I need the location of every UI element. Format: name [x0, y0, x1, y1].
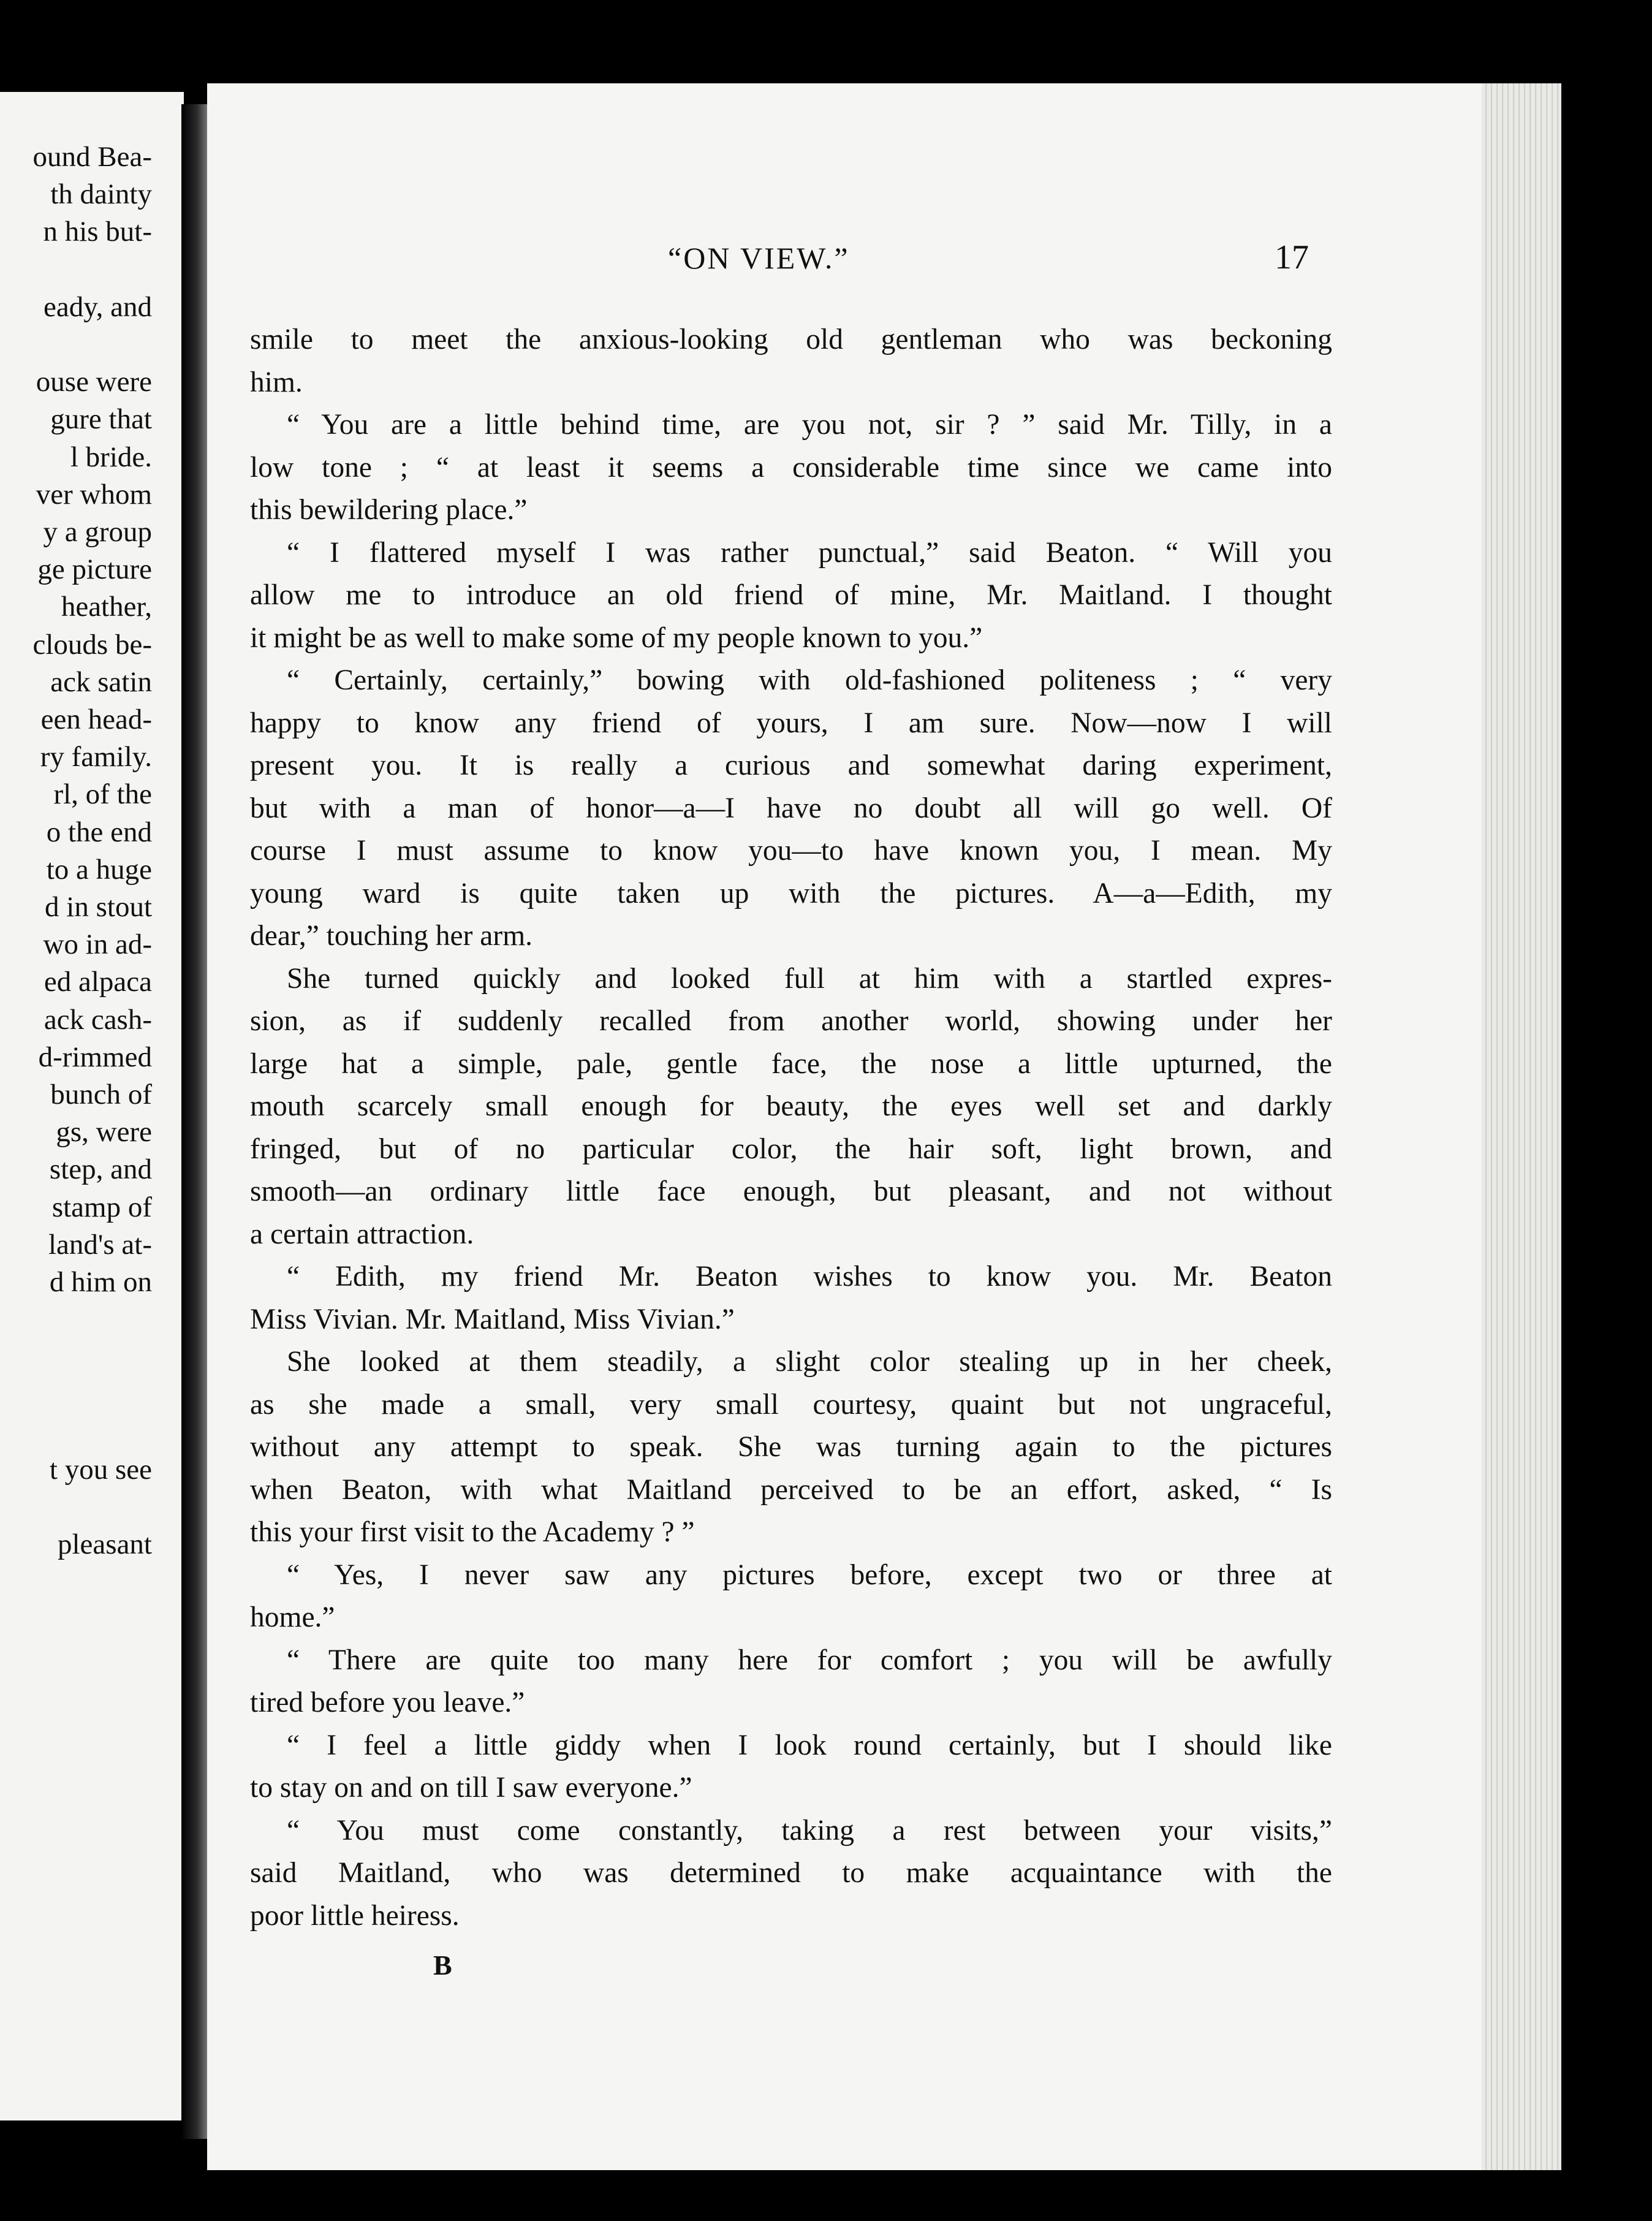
body-line: to stay on and on till I saw everyone.” [250, 1772, 692, 1804]
left-page-line: stamp of [51, 1191, 152, 1223]
body-line: “ You are a little behind time, are you not, sir ? ” said Mr. Tilly, in a [287, 409, 1332, 441]
body-line: him. [250, 366, 303, 398]
left-page-line: heather, [61, 591, 152, 623]
body-line: it might be as well to make some of my people known to you.” [250, 621, 983, 654]
body-line: large hat a simple, pale, gentle face, the nose a little upturned, the [250, 1047, 1332, 1080]
page-edges [1482, 83, 1561, 2170]
left-page-line: step, and [49, 1153, 152, 1186]
body-line: when Beaton, with what Maitland perceived to be an effort, asked, “ Is [250, 1473, 1332, 1506]
left-page-line: wo in ad- [43, 928, 152, 961]
body-line: a certain attraction. [250, 1218, 474, 1250]
body-line: “ Certainly, certainly,” bowing with old-fashioned politeness ; “ very [287, 664, 1332, 696]
body-line: as she made a small, very small courtesy, quaint but not ungraceful, [250, 1388, 1332, 1421]
left-page-line: een head- [40, 704, 152, 735]
left-page-line: ound Bea- [32, 141, 152, 173]
left-page-line: ed alpaca [44, 966, 152, 998]
body-line: sion, as if suddenly recalled from another world, showing under her [250, 1005, 1332, 1037]
body-line: poor little heiress. [250, 1899, 460, 1932]
body-text [250, 319, 1332, 1937]
body-line: mouth scarcely small enough for beauty, the eyes well set and darkly [250, 1090, 1332, 1122]
left-page-line: t you see [49, 1454, 152, 1486]
body-line: but with a man of honor—a—I have no doubt all will go well. Of [250, 792, 1332, 824]
left-page-line: ry family. [40, 741, 152, 773]
body-line: “ Edith, my friend Mr. Beaton wishes to know you. Mr. Beaton [287, 1261, 1332, 1293]
body-line: fringed, but of no particular color, the hair soft, light brown, and [250, 1133, 1332, 1165]
left-page-line: ack satin [50, 666, 152, 698]
left-page-line: rl, of the [53, 778, 152, 811]
left-page-line: to a huge [46, 853, 152, 886]
page-number: 17 [1275, 238, 1309, 276]
body-line: said Maitland, who was determined to make acquaintance with the [250, 1857, 1332, 1889]
body-line: low tone ; “ at least it seems a considerable time since we came into [250, 451, 1332, 484]
signature-mark: B [433, 1950, 452, 1981]
body-line: She looked at them steadily, a slight color stealing up in her cheek, [287, 1346, 1332, 1378]
body-line: smooth—an ordinary little face enough, but pleasant, and not without [250, 1175, 1332, 1207]
left-page-line: l bride. [70, 441, 152, 473]
previous-page-fragment [0, 92, 184, 2120]
left-page-line: clouds be- [32, 628, 152, 661]
left-page-line: d-rimmed [38, 1041, 152, 1073]
body-line: this your first visit to the Academy ? ” [250, 1516, 695, 1548]
left-page-line: o the end [46, 816, 152, 848]
left-page-line: th dainty [50, 178, 152, 211]
body-line: “ Yes, I never saw any pictures before, except two or three at [287, 1558, 1332, 1591]
body-line: “ You must come constantly, taking a rest between your visits,” [287, 1814, 1332, 1847]
body-line: tired before you leave.” [250, 1687, 525, 1718]
left-page-line: land's at- [48, 1228, 152, 1261]
body-line: without any attempt to speak. She was turning again to the pictures [250, 1431, 1332, 1463]
body-line: She turned quickly and looked full at him with a startled expres- [287, 962, 1332, 995]
body-line: smile to meet the anxious-looking old gentleman who was beckoning [250, 324, 1332, 355]
left-page-line: ack cash- [44, 1003, 152, 1036]
left-page-line: d in stout [45, 891, 152, 923]
left-page-line: bunch of [50, 1079, 152, 1110]
body-line: present you. It is really a curious and somewhat daring experiment, [250, 750, 1332, 781]
body-line: dear,” touching her arm. [250, 920, 533, 952]
left-page-line: d him on [49, 1266, 152, 1298]
left-page-line: gs, were [56, 1116, 152, 1148]
running-head: “ON VIEW.” [668, 241, 850, 275]
left-page-line: y a group [43, 516, 152, 548]
body-line: Miss Vivian. Mr. Maitland, Miss Vivian.” [250, 1303, 735, 1335]
body-line: allow me to introduce an old friend of mine, Mr. Maitland. I thought [250, 579, 1332, 611]
left-page-line: gure that [50, 403, 152, 436]
left-page-line: ver whom [36, 478, 152, 511]
left-page-line: n his but- [43, 216, 152, 248]
body-line: happy to know any friend of yours, I am sure. Now—now I will [250, 707, 1332, 739]
body-line: this bewildering place.” [250, 494, 528, 526]
body-line: “ There are quite too many here for comfort ; you will be awfully [287, 1644, 1332, 1676]
body-line: “ I flattered myself I was rather punctual,” said Beaton. “ Will you [287, 536, 1332, 569]
left-page-line: pleasant [58, 1528, 152, 1561]
left-page-line: ge picture [37, 553, 152, 586]
left-page-line: ouse were [36, 366, 152, 398]
body-line: course I must assume to know you—to have known you, I mean. My [250, 835, 1332, 867]
body-line: home.” [250, 1601, 335, 1633]
body-line: young ward is quite taken up with the pictures. A—a—Edith, my [250, 877, 1332, 909]
left-page-line: eady, and [43, 290, 152, 323]
body-line: “ I feel a little giddy when I look round certainly, but I should like [287, 1729, 1332, 1761]
